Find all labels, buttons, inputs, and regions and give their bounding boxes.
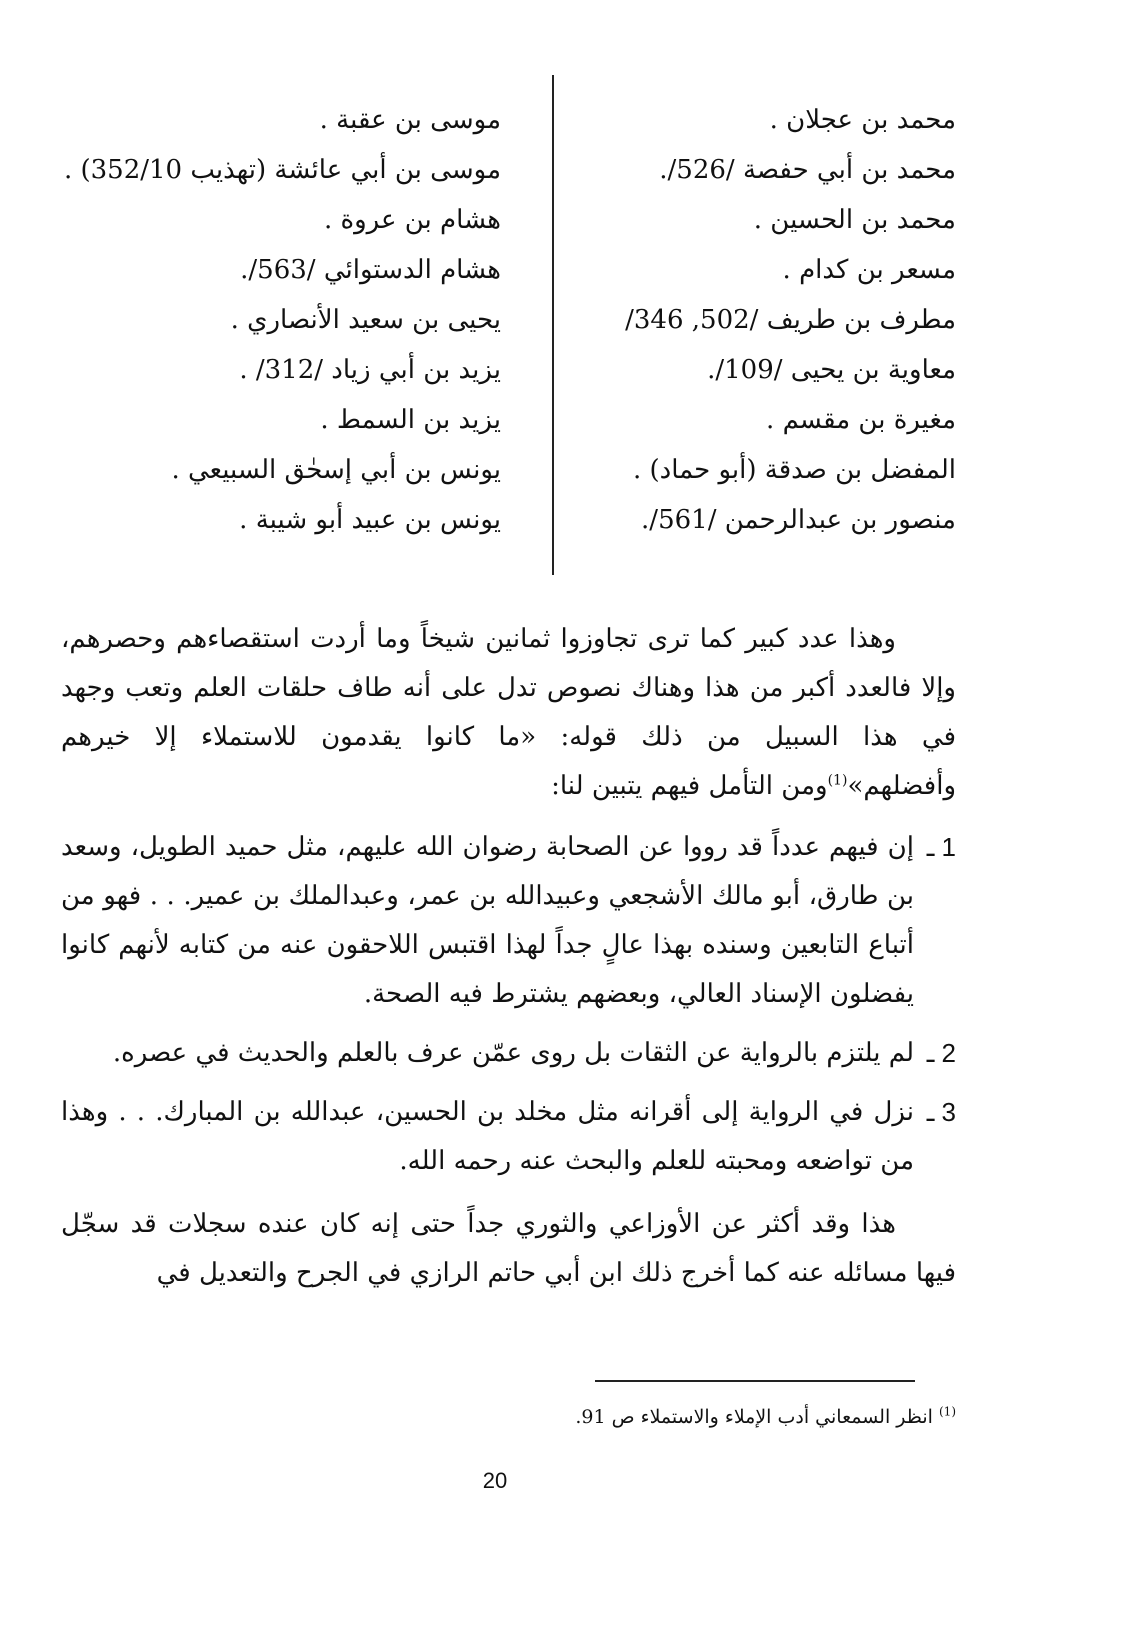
footnote-reference: (1)	[827, 772, 848, 789]
narrator-entry: مسعر بن كدام .	[782, 255, 956, 285]
item-number: 2 ـ	[926, 1038, 956, 1068]
narrator-entry: محمد بن الحسين .	[753, 205, 956, 235]
narrator-entry: محمد بن أبي حفصة /526/.	[659, 155, 956, 185]
narrator-entry: يحيى بن سعيد الأنصاري .	[230, 305, 501, 335]
narrators-list	[0, 95, 1121, 585]
narrator-entry: يزيد بن أبي زياد /312/ .	[239, 355, 501, 385]
numbered-item	[61, 1029, 956, 1078]
narrator-entry: مغيرة بن مقسم .	[766, 405, 956, 435]
footnote-rule	[595, 1380, 915, 1382]
numbered-item	[61, 1088, 956, 1186]
paragraph: هذا وقد أكثر عن الأوزاعي والثوري جداً حتى إنه كان عنده سجلات قد سجّل فيها مسائله عنه كما أخرج ذلك ابن أبي حاتم الرازي في الجرح والتعديل في	[61, 1209, 956, 1288]
footnote	[256, 1402, 956, 1432]
footnote-text: انظر السمعاني أدب الإملاء والاستملاء ص 91.	[575, 1406, 933, 1428]
narrator-entry: منصور بن عبدالرحمن /561/.	[641, 505, 956, 535]
page-number: 20	[482, 1468, 508, 1493]
narrator-entry: معاوية بن يحيى /109/.	[707, 355, 956, 385]
narrator-entry: محمد بن عجلان .	[769, 105, 956, 135]
numbered-item	[61, 823, 956, 1019]
narrator-entry: هشام بن عروة .	[323, 205, 501, 235]
item-number: 3 ـ	[926, 1097, 956, 1127]
narrator-entry: المفضل بن صدقة (أبو حماد) .	[632, 455, 956, 485]
paragraph-text: وهذا عدد كبير كما ترى تجاوزوا ثمانين شيخاً وما أردت استقصاءهم وحصرهم، وإلا فالعدد أكبر من هذا وهناك نصوص تدل على أنه طاف حلقات العلم وتعب وجهد في هذا السبيل من ذلك قوله: «ما كانوا يقدمون للاستملاء إلا خيرهم وأفضلهم»	[61, 624, 956, 801]
narrator-entry: موسى بن عقبة .	[319, 105, 501, 135]
paragraph-text: ومن التأمل فيهم يتبين لنا:	[551, 771, 828, 801]
item-text: إن فيهم عدداً قد رووا عن الصحابة رضوان الله عليهم، مثل حميد الطويل، وسعد بن طارق، أبو مالك الأشجعي وعبيدالله بن عمر، وعبدالملك بن عمير. . . فهو من أتباع التابعين وسنده بهذا عالٍ جداً لهذا اقتبس اللاحقون عنه من كتابه لأنهم كانوا يفضلون الإسناد العالي، وبعضهم يشترط فيه الصحة.	[61, 832, 914, 1009]
narrators-column-left	[63, 95, 501, 545]
column-divider	[552, 75, 554, 575]
narrator-entry: مطرف بن طريف /502, 346/	[625, 305, 956, 335]
paragraph	[61, 615, 956, 811]
footnote-marker: (1)	[938, 1404, 956, 1419]
item-text: نزل في الرواية إلى أقرانه مثل مخلد بن الحسين، عبدالله بن المبارك. . . وهذا من تواضعه ومحبته للعلم والبحث عنه رحمه الله.	[61, 1097, 914, 1176]
narrators-column-right	[556, 95, 956, 545]
narrator-entry: يونس بن عبيد أبو شيبة .	[239, 505, 501, 535]
item-text: لم يلتزم بالرواية عن الثقات بل روى عمّن عرف بالعلم والحديث في عصره.	[112, 1038, 914, 1068]
main-text	[61, 615, 956, 1298]
narrator-entry: هشام الدستوائي /563/.	[240, 255, 501, 285]
narrator-entry: موسى بن أبي عائشة (تهذيب 352/10) .	[63, 155, 501, 185]
narrator-entry: يزيد بن السمط .	[320, 405, 501, 435]
narrator-entry: يونس بن أبي إسحٰق السبيعي .	[171, 455, 501, 485]
item-number: 1 ـ	[926, 832, 956, 862]
